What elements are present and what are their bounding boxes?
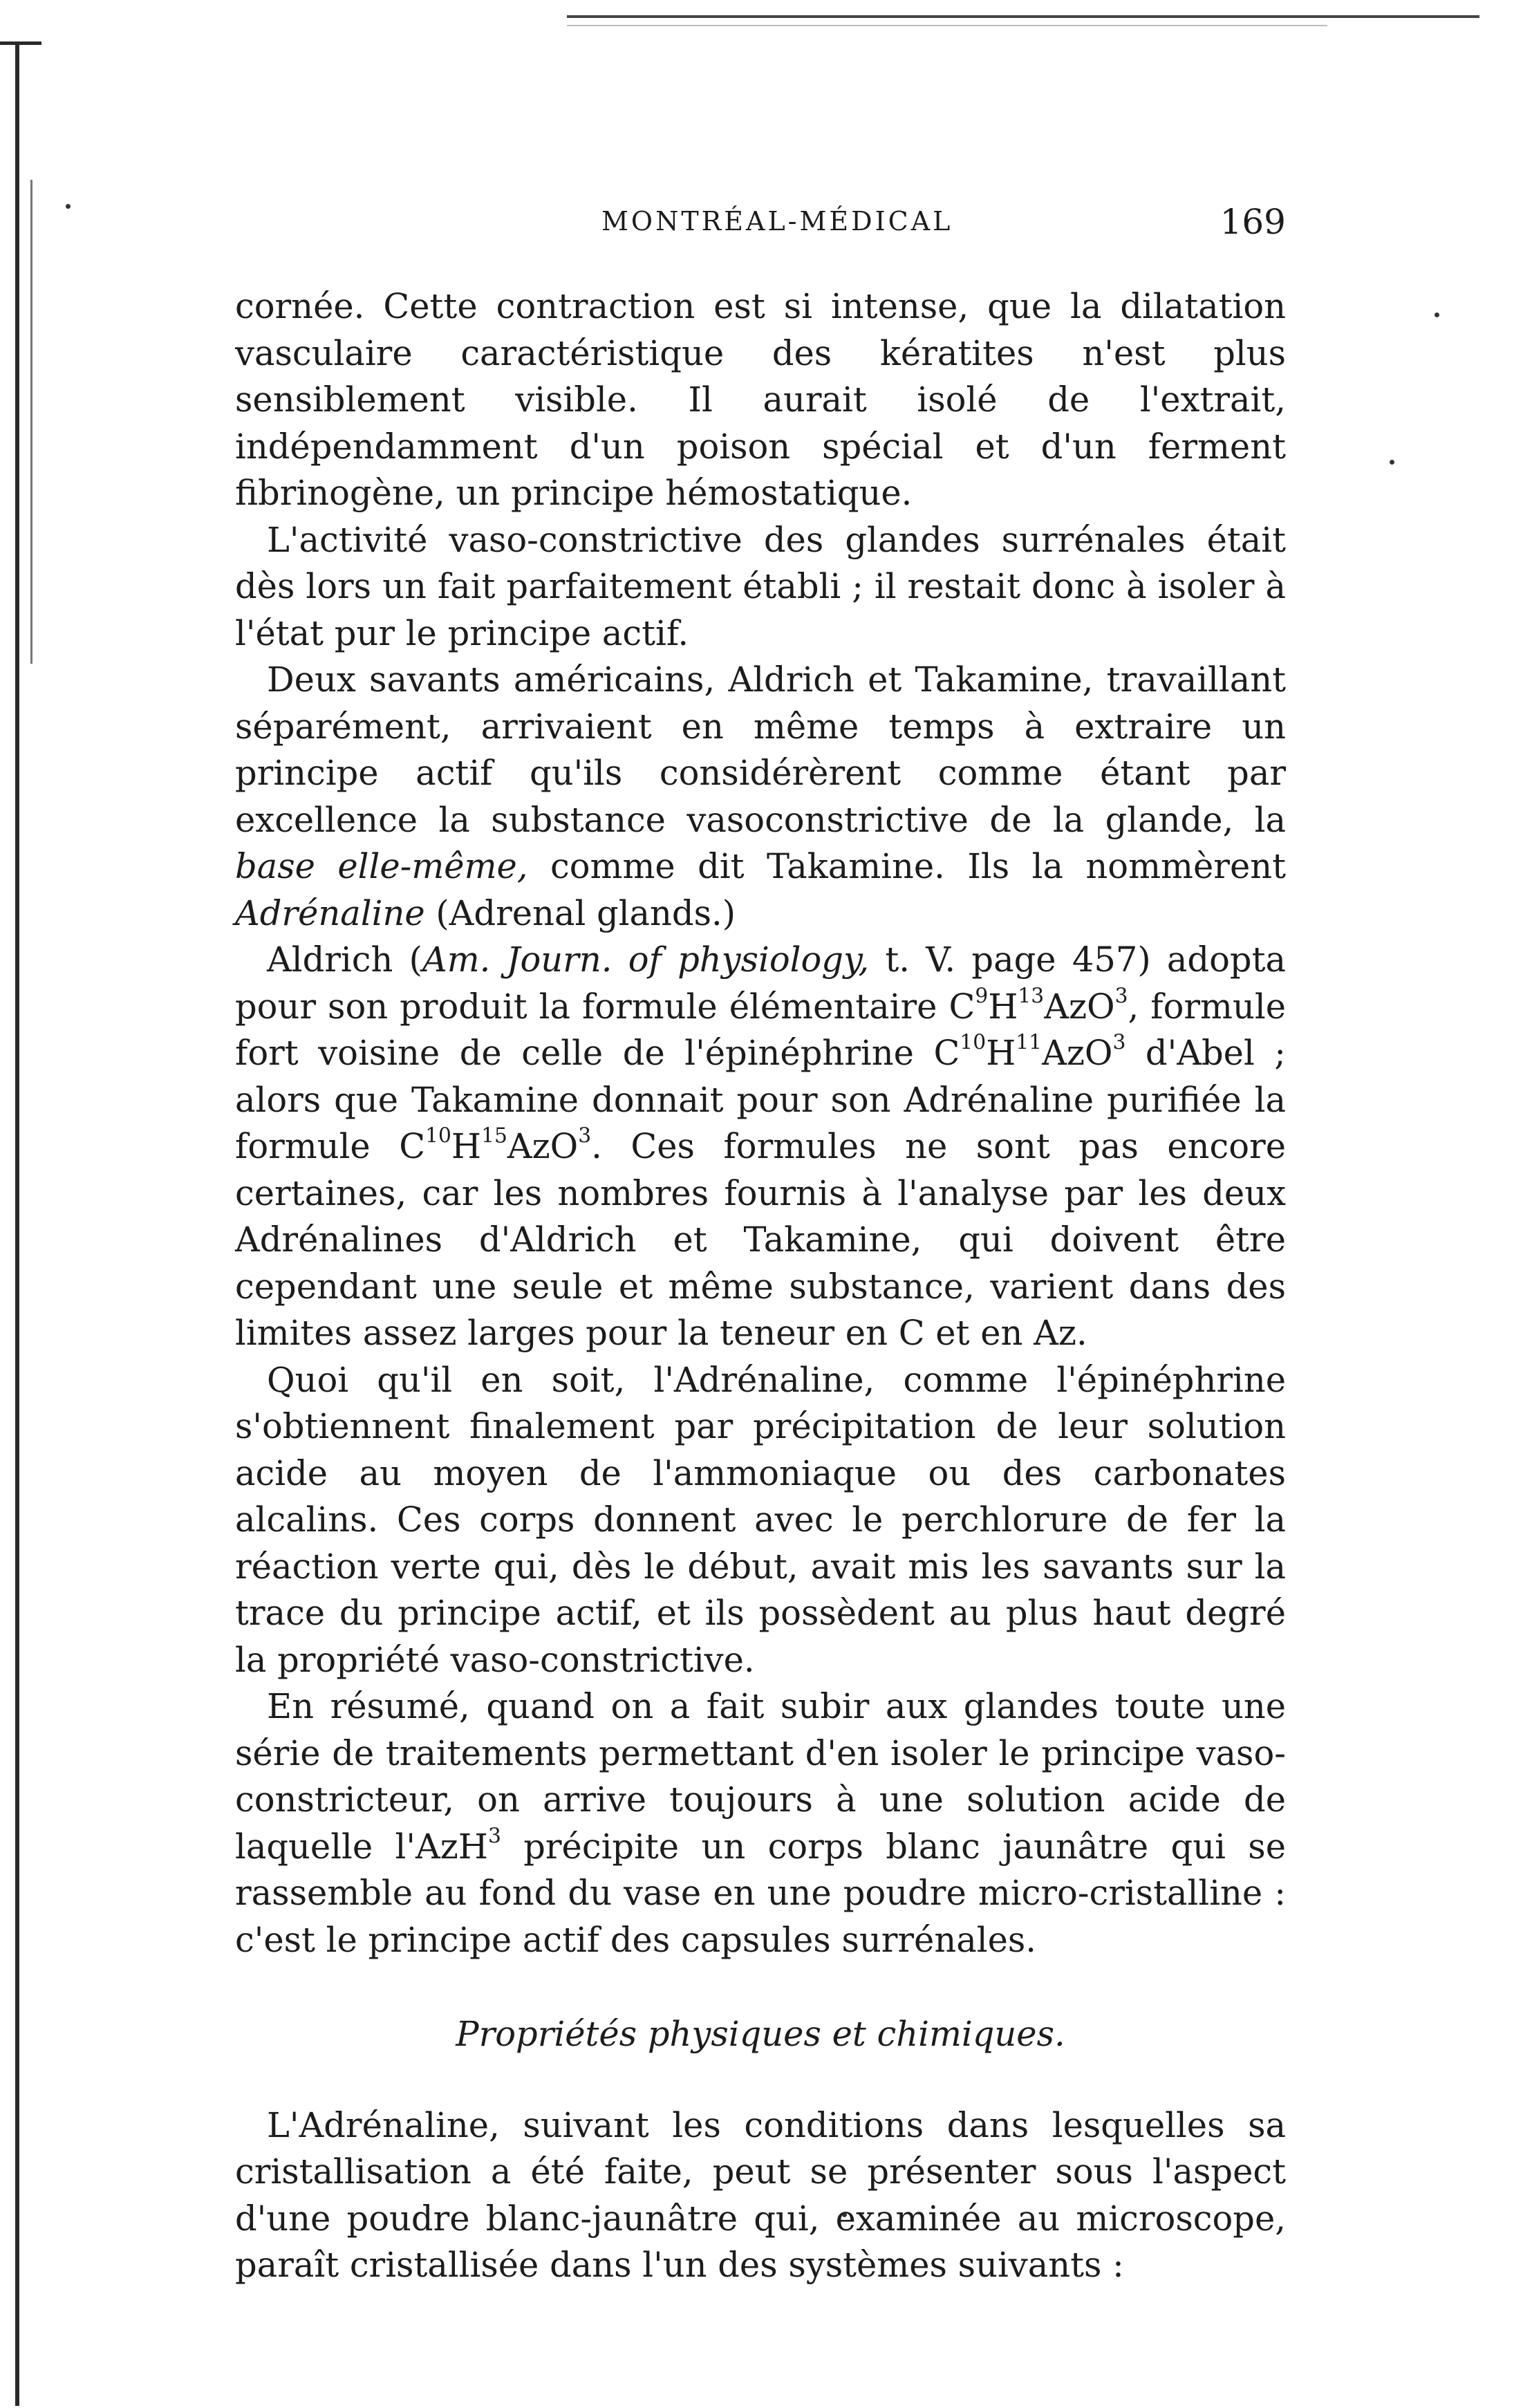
scan-speck [66,204,71,209]
paragraph: En résumé, quand on a fait subir aux glandes toute une série de traitements permettant d'en isoler le principe vaso-constricteur, on arrive toujours à une solution acide de laquelle l'AzH$^3$ précipite un corps blanc jaunâtre qui se rassemble au fond du vase en une poudre micro-cristalline : c'est le principe actif des capsules surrénales. [235,1686,1286,1960]
scan-speck [1390,460,1394,465]
section-heading: Propriétés physiques et chimiques. [456,2014,1065,2054]
formula-superscript: 3 [487,1824,501,1849]
paragraph-continued: cornée. Cette contraction est si intense, que la dilatation vasculaire caractéristique des kératites n'est plus sensiblement visible. Il aurait isolé de l'extrait, indépendamment d'un poison spécial et d'un ferment fibrinogène, un principe hémostatique. [235,286,1286,513]
paragraph: Deux savants américains, Aldrich et Takamine, travaillant séparément, arrivaient en même temps à extraire un principe actif qu'ils considérèrent comme étant par excellence la substance vasoconstrictive de la glande, la base elle-même, comme dit Takamine. Ils la nommèrent Adrénaline (Adrenal glands.) [235,660,1287,933]
formula-superscript: 10 [960,1030,987,1055]
scan-left-shadow [30,180,32,664]
citation: Am. Journ. of physiology, [422,940,870,980]
paragraph: Quoi qu'il en soit, l'Adrénaline, comme l'épinéphrine s'obtiennent finalement par précipitation de leur solution acide au moyen de l'ammoniaque ou des carbonates alcalins. Ces corps donnent avec le perchlorure de fer la réaction verte qui, dès le début, avait mis les savants sur la trace du principe actif, et ils possèdent au plus haut degré la propriété vaso-constrictive. [235,1359,1286,1680]
emphasis: Adrénaline [235,893,425,933]
scan-top-rule-faint [567,25,1327,26]
body-text [235,283,1286,2289]
formula-superscript: 11 [1016,1030,1043,1055]
paragraph: L'Adrénaline, suivant les conditions dans lesquelles sa cristallisation a été faite, peut se présenter sous l'aspect d'une poudre blanc-jaunâtre qui, examinée au microscope, paraît cristallisée dans l'un des systèmes suivants : [235,2104,1286,2285]
running-title: MONTRÉAL-MÉDICAL [601,206,953,236]
formula-superscript: 3 [1114,984,1128,1009]
scan-speck [1435,312,1439,317]
emphasis: base elle-même, [235,846,528,886]
scan-left-edge [15,41,19,2406]
paragraph: Aldrich (Am. Journ. of physiology, t. V. page 457) adopta pour son produit la formule élémentaire $C^9H^{13}AzO^3$, formule fort voisine de celle de l'épinéphrine $C^{10}H^{11}AzO^3$ d'Abel ; alors que Takamine donnait pour son Adrénaline purifiée la formule $C^{10}H^{15}AzO^3$. Ces formules ne sont pas encore certaines, car les nombres fournis à l'analyse par les deux Adrénalines d'Aldrich et Takamine, qui doivent être cependant une seule et même substance, varient dans des limites assez larges pour la teneur en C et en Az. [235,940,1286,1353]
scan-left-corner [0,41,41,45]
paragraph: L'activité vaso-constrictive des glandes surrénales était dès lors un fait parfaitement établi ; il restait donc à isoler à l'état pur le principe actif. [235,519,1286,653]
page-header [245,202,1286,248]
formula-superscript: 9 [975,984,989,1009]
scan-top-rule [567,15,1479,18]
formula-superscript: 3 [1112,1030,1126,1055]
page-number: 169 [1220,202,1286,242]
formula-superscript: 15 [481,1123,507,1148]
formula-superscript: 3 [578,1123,592,1148]
formula-superscript: 10 [425,1123,451,1148]
formula-superscript: 13 [1018,984,1045,1009]
